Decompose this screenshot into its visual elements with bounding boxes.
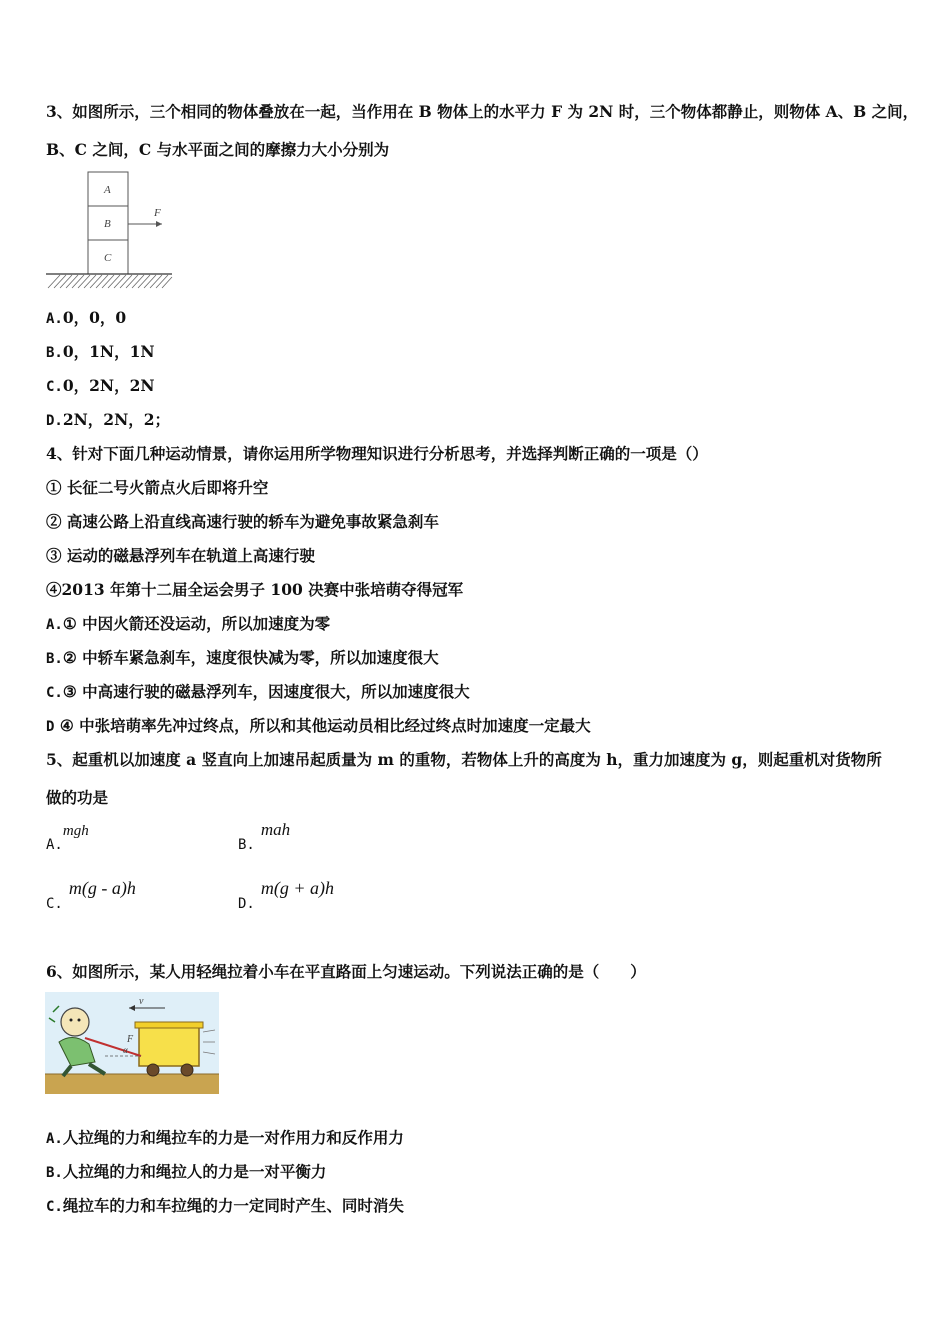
option-key: C.	[46, 379, 63, 395]
cart-wheel-rear	[181, 1064, 193, 1076]
q5-option-d[interactable]	[238, 878, 334, 912]
option-text: 0，2N，2N	[62, 376, 155, 395]
q4-option-c[interactable]	[46, 682, 470, 703]
option-text: 人拉绳的力和绳拉车的力是一对作用力和反作用力	[62, 1128, 404, 1147]
q5-stem-line1: 5、起重机以加速度 a 竖直向上加速吊起质量为 m 的重物，若物体上升的高度为 h，重力加速度为 g，则起重机对货物所	[46, 750, 882, 769]
option-text: ② 中轿车紧急刹车，速度很快减为零，所以加速度很大	[62, 648, 439, 667]
option-formula: m(g - a)h	[68, 878, 136, 898]
option-text: 绳拉车的力和车拉绳的力一定同时产生、同时消失	[62, 1196, 404, 1215]
cart-body	[139, 1026, 199, 1066]
force-arrowhead	[156, 221, 162, 227]
q4-stem: 4、针对下面几种运动情景，请你运用所学物理知识进行分析思考，并选择判断正确的一项是（）	[46, 444, 708, 463]
q3-stem-line2: B、C 之间，C 与水平面之间的摩擦力大小分别为	[46, 140, 390, 159]
q5-option-a[interactable]	[46, 820, 89, 853]
stacked-blocks-figure	[44, 170, 174, 290]
option-key: B.	[46, 651, 63, 667]
q6-option-b[interactable]	[46, 1162, 326, 1183]
option-key: B.	[238, 837, 255, 853]
ground-hatching	[48, 275, 172, 288]
q4-item-1: ① 长征二号火箭点火后即将升空	[46, 478, 269, 497]
person-eye	[70, 1019, 73, 1022]
option-key: D.	[46, 413, 63, 429]
q3-option-a[interactable]	[46, 308, 126, 329]
q4-option-d[interactable]	[46, 716, 591, 737]
q4-option-b[interactable]	[46, 648, 439, 669]
option-key: A.	[46, 837, 63, 853]
option-text: ④ 中张培萌率先冲过终点，所以和其他运动员相比经过终点时加速度一定最大	[59, 716, 591, 735]
cart-wheel-front	[147, 1064, 159, 1076]
option-key: A.	[46, 311, 63, 327]
option-text: ③ 中高速行驶的磁悬浮列车，因速度很大，所以加速度很大	[62, 682, 470, 701]
person-head	[61, 1008, 89, 1036]
q3-stem-line1: 3、如图所示，三个相同的物体叠放在一起，当作用在 B 物体上的水平力 F 为 2N 时，三个物体都静止，则物体 A、B 之间，	[46, 102, 919, 121]
option-text: 0，1N，1N	[62, 342, 155, 361]
q3-option-b[interactable]	[46, 342, 155, 363]
option-formula: m(g + a)h	[260, 878, 334, 898]
block-b-label: B	[104, 218, 111, 230]
option-key: C.	[46, 896, 63, 912]
option-key: C.	[46, 685, 63, 701]
person-eye	[78, 1019, 81, 1022]
cart-rim	[135, 1022, 203, 1028]
option-text: 人拉绳的力和绳拉人的力是一对平衡力	[62, 1162, 327, 1181]
option-key: C.	[46, 1199, 63, 1215]
option-key: A.	[46, 617, 63, 633]
q6-option-a[interactable]	[46, 1128, 404, 1149]
block-a-label: A	[104, 184, 111, 196]
q4-option-a[interactable]	[46, 614, 330, 635]
q4-item-2: ② 高速公路上沿直线高速行驶的轿车为避免事故紧急刹车	[46, 512, 439, 531]
force-label: F	[154, 207, 161, 219]
option-key: B.	[46, 1165, 63, 1181]
q6-option-c[interactable]	[46, 1196, 404, 1217]
block-c-label: C	[104, 252, 112, 264]
velocity-label: v	[139, 996, 144, 1007]
option-formula: mah	[260, 820, 291, 839]
force-label: F	[127, 1034, 134, 1045]
person-pulling-cart-figure	[45, 992, 219, 1094]
q5-stem-line2: 做的功是	[46, 788, 109, 807]
q6-stem: 6、如图所示，某人用轻绳拉着小车在平直路面上匀速运动。下列说法正确的是（ ）	[46, 962, 646, 981]
option-key: B.	[46, 345, 63, 361]
option-key: D	[46, 719, 55, 735]
option-formula: mgh	[62, 823, 89, 839]
road-surface	[45, 1074, 219, 1094]
q4-item-3: ③ 运动的磁悬浮列车在轨道上高速行驶	[46, 546, 315, 565]
option-text: 0，0，0	[62, 308, 127, 327]
q5-option-b[interactable]	[238, 820, 291, 853]
option-key: A.	[46, 1131, 63, 1147]
option-text: 2N，2N，2；	[62, 410, 171, 429]
q5-option-c[interactable]	[46, 878, 136, 912]
q3-option-c[interactable]	[46, 376, 155, 397]
option-key: D.	[238, 896, 255, 912]
option-text: ① 中因火箭还没运动，所以加速度为零	[62, 614, 331, 633]
q3-option-d[interactable]	[46, 410, 170, 431]
q4-item-4: ④2013 年第十二届全运会男子 100 决赛中张培萌夺得冠军	[46, 580, 464, 599]
angle-label: α	[123, 1045, 128, 1055]
